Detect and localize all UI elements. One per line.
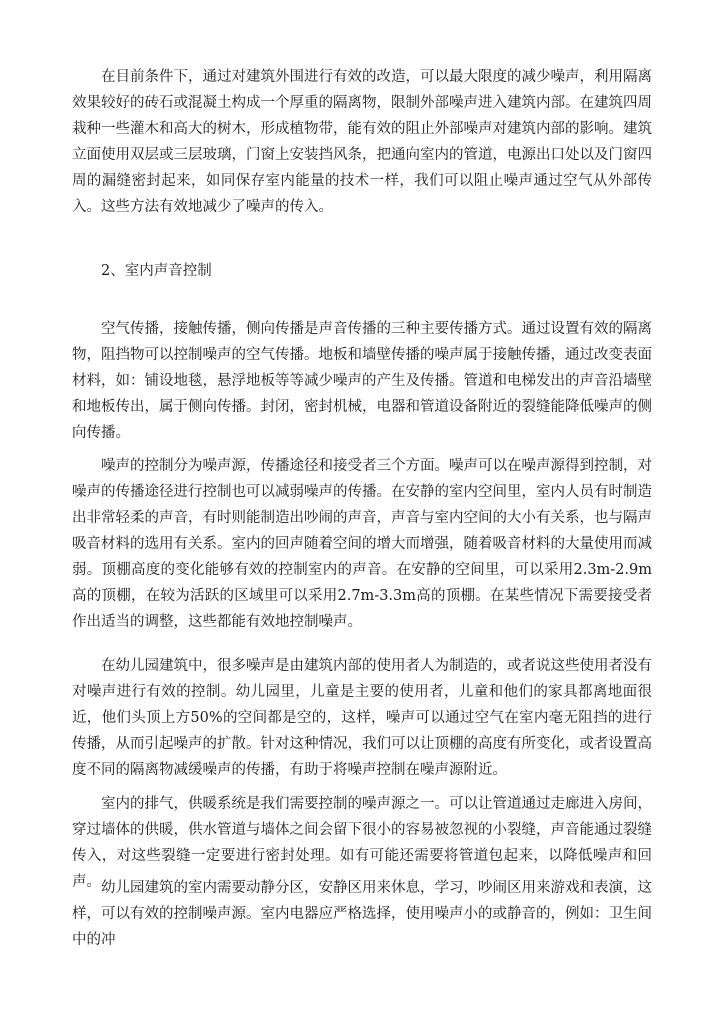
paragraph-exterior-noise-control: 在目前条件下，通过对建筑外围进行有效的改造，可以最大限度的减少噪声，利用隔离效果较好的砖石或混凝土构成一个厚重的隔离物，限制外部噪声进入建筑内部。在建筑四周栽种一些灌木和高大的树木，形成植物带，能有效的阻止外部噪声对建筑内部的影响。建筑立面使用双层或三层玻璃，门窗上安装挡风条，把通向室内的管道，电源出口处以及门窗四周的漏缝密封起来，如同保存室内能量的技术一样，我们可以阻止噪声通过空气从外部传入。这些方法有效地减少了噪声的传入。: [72, 69, 652, 215]
paragraph-ventilation-heating: 室内的排气，供暖系统是我们需要控制的噪声源之一。可以让管道通过走廊进入房间，穿过墙体的供暖，供水管道与墙体之间会留下很小的容易被忽视的小裂缝，声音能通过裂缝传入，对这些裂缝一定要进行密封处理。如有可能还需要将管道包起来，以降低噪声和回声。: [72, 796, 652, 890]
section-heading-indoor-sound-control: 2、室内声音控制: [101, 263, 212, 279]
paragraph-zoning: 幼儿园建筑的室内需要动静分区，安静区用来休息，学习，吵闹区用来游戏和表演，这样，可以有效的控制噪声源。室内电器应严格选择，使用噪声小的或静音的，例如：卫生间中的冲: [72, 880, 652, 948]
paragraph-sound-propagation: 空气传播，接触传播，侧向传播是声音传播的三种主要传播方式。通过设置有效的隔离物，阻挡物可以控制噪声的空气传播。地板和墙壁传播的噪声属于接触传播，通过改变表面材料，如：铺设地毯，悬浮地板等等减少噪声的产生及传播。管道和电梯发出的声音沿墙壁和地板传出，属于侧向传播。封闭，密封机械，电器和管道设备附近的裂缝能降低噪声的侧向传播。: [72, 321, 652, 441]
paragraph-noise-control-aspects: 噪声的控制分为噪声源，传播途径和接受者三个方面。噪声可以在噪声源得到控制，对噪声的传播途径进行控制也可以减弱噪声的传播。在安静的室内空间里，室内人员有时制造出非常轻柔的声音，有时则能制造出吵闹的声音，声音与室内空间的大小有关系，也与隔声吸音材料的选用有关系。室内的回声随着空间的增大而增强，随着吸音材料的大量使用而减弱。顶棚高度的变化能够有效的控制室内的声音。在安静的空间里，可以采用2.3m-2.9m高的顶棚，在较为活跃的区域里可以采用2.7m-3.3m高的顶棚。在某些情况下需要接受者作出适当的调整，这些都能有效地控制噪声。: [72, 458, 652, 630]
paragraph-kindergarten-noise: 在幼儿园建筑中，很多噪声是由建筑内部的使用者人为制造的，或者说这些使用者没有对噪声进行有效的控制。幼儿园里，儿童是主要的使用者，儿童和他们的家具都离地面很近，他们头顶上方50%的空间都是空的，这样，噪声可以通过空气在室内毫无阻挡的进行传播，从而引起噪声的扩散。针对这种情况，我们可以让顶棚的高度有所变化，或者设置高度不同的隔离物减缓噪声的传播，有助于将噪声控制在噪声源附近。: [72, 658, 652, 778]
